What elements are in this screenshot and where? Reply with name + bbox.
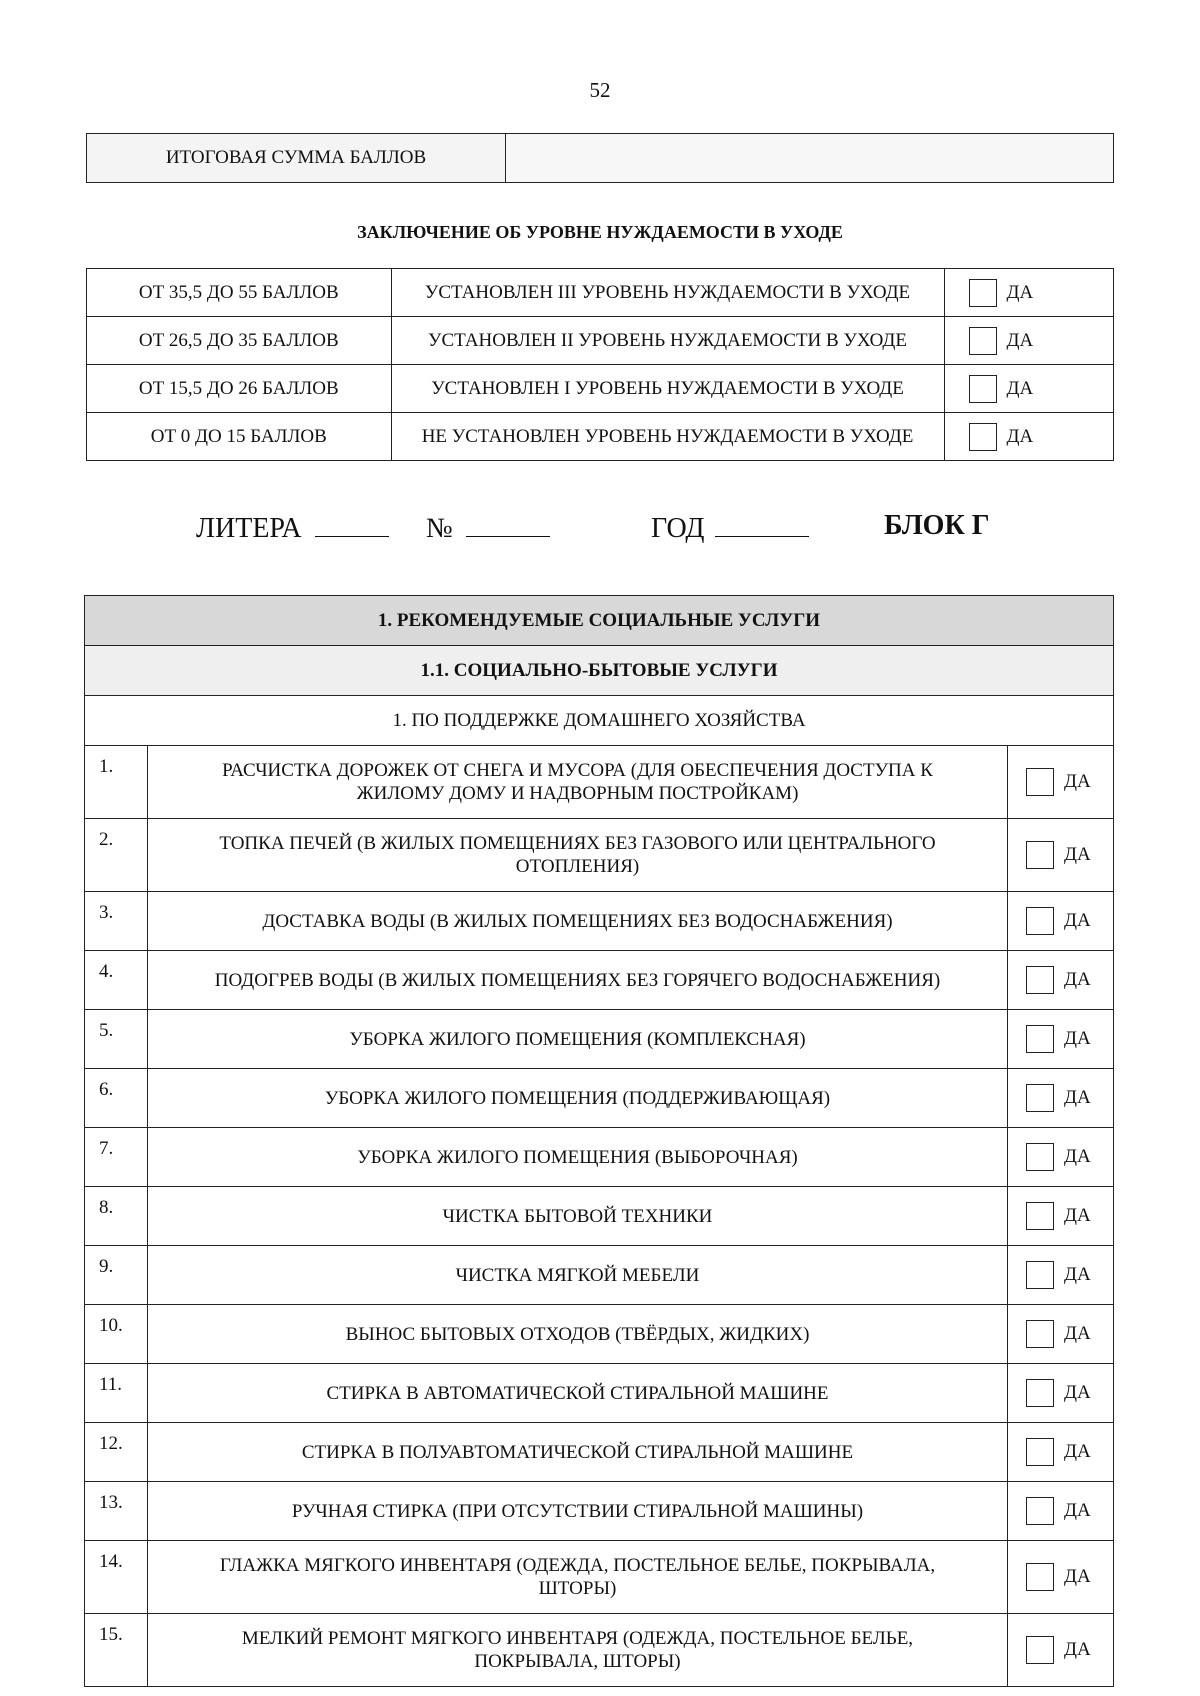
- yes-checkbox[interactable]: [1026, 841, 1054, 869]
- yes-label: ДА: [1064, 1264, 1091, 1285]
- service-row: [85, 1364, 1114, 1423]
- service-row: [85, 951, 1114, 1010]
- yes-label: ДА: [1006, 329, 1034, 351]
- service-number: 5.: [85, 1010, 148, 1069]
- service-number: 11.: [85, 1364, 148, 1423]
- yes-label: ДА: [1006, 425, 1034, 447]
- score-range: ОТ 35,5 ДО 55 БАЛЛОВ: [87, 269, 392, 317]
- service-number: 7.: [85, 1128, 148, 1187]
- yes-label: ДА: [1064, 969, 1091, 990]
- care-level-row: [87, 317, 1114, 365]
- service-row: [85, 1010, 1114, 1069]
- yes-checkbox[interactable]: [1026, 1563, 1054, 1591]
- service-number: 15.: [85, 1614, 148, 1687]
- litera-label: ЛИТЕРА: [196, 513, 302, 544]
- service-number: 13.: [85, 1482, 148, 1541]
- number-input[interactable]: [466, 510, 550, 537]
- yes-label: ДА: [1064, 1566, 1091, 1587]
- yes-checkbox[interactable]: [1026, 1084, 1054, 1112]
- number-label: №: [426, 513, 453, 544]
- services-table: [84, 595, 1114, 1687]
- service-name: МЕЛКИЙ РЕМОНТ МЯГКОГО ИНВЕНТАРЯ (ОДЕЖДА, ПОСТЕЛЬНОЕ БЕЛЬЕ, ПОКРЫВАЛА, ШТОРЫ): [148, 1614, 1008, 1687]
- service-name: ДОСТАВКА ВОДЫ (В ЖИЛЫХ ПОМЕЩЕНИЯХ БЕЗ ВОДОСНАБЖЕНИЯ): [148, 892, 1008, 951]
- service-row: [85, 1541, 1114, 1614]
- yes-checkbox[interactable]: [1026, 966, 1054, 994]
- year-field: [651, 510, 809, 545]
- section-title: 1. РЕКОМЕНДУЕМЫЕ СОЦИАЛЬНЫЕ УСЛУГИ: [85, 596, 1114, 646]
- service-number: 2.: [85, 819, 148, 892]
- yes-checkbox[interactable]: [969, 375, 997, 403]
- service-row: [85, 1128, 1114, 1187]
- category-title: 1. ПО ПОДДЕРЖКЕ ДОМАШНЕГО ХОЗЯЙСТВА: [85, 696, 1114, 746]
- service-row: [85, 1069, 1114, 1128]
- subsection-title: 1.1. СОЦИАЛЬНО-БЫТОВЫЕ УСЛУГИ: [85, 646, 1114, 696]
- number-field: [426, 510, 550, 545]
- yes-label: ДА: [1064, 1382, 1091, 1403]
- service-row: [85, 746, 1114, 819]
- service-name: РУЧНАЯ СТИРКА (ПРИ ОТСУТСТВИИ СТИРАЛЬНОЙ МАШИНЫ): [148, 1482, 1008, 1541]
- year-input[interactable]: [715, 510, 809, 537]
- yes-checkbox[interactable]: [969, 423, 997, 451]
- service-number: 14.: [85, 1541, 148, 1614]
- year-label: ГОД: [651, 513, 705, 544]
- service-number: 4.: [85, 951, 148, 1010]
- total-score-label: ИТОГОВАЯ СУММА БАЛЛОВ: [87, 134, 506, 182]
- yes-checkbox[interactable]: [1026, 1143, 1054, 1171]
- care-level-row: [87, 269, 1114, 317]
- yes-label: ДА: [1064, 771, 1091, 792]
- care-level-result: УСТАНОВЛЕН III УРОВЕНЬ НУЖДАЕМОСТИ В УХОДЕ: [391, 269, 944, 317]
- yes-label: ДА: [1064, 1441, 1091, 1462]
- service-name: ЧИСТКА МЯГКОЙ МЕБЕЛИ: [148, 1246, 1008, 1305]
- yes-checkbox[interactable]: [969, 279, 997, 307]
- care-level-result: УСТАНОВЛЕН I УРОВЕНЬ НУЖДАЕМОСТИ В УХОДЕ: [391, 365, 944, 413]
- yes-checkbox[interactable]: [1026, 1025, 1054, 1053]
- service-row: [85, 1187, 1114, 1246]
- yes-checkbox[interactable]: [1026, 1202, 1054, 1230]
- yes-label: ДА: [1006, 281, 1034, 303]
- service-name: ПОДОГРЕВ ВОДЫ (В ЖИЛЫХ ПОМЕЩЕНИЯХ БЕЗ ГОРЯЧЕГО ВОДОСНАБЖЕНИЯ): [148, 951, 1008, 1010]
- yes-label: ДА: [1064, 1146, 1091, 1167]
- service-number: 3.: [85, 892, 148, 951]
- service-row: [85, 892, 1114, 951]
- yes-checkbox[interactable]: [1026, 1320, 1054, 1348]
- service-name: ТОПКА ПЕЧЕЙ (В ЖИЛЫХ ПОМЕЩЕНИЯХ БЕЗ ГАЗОВОГО ИЛИ ЦЕНТРАЛЬНОГО ОТОПЛЕНИЯ): [148, 819, 1008, 892]
- yes-checkbox[interactable]: [1026, 907, 1054, 935]
- block-label: БЛОК Г: [884, 510, 990, 541]
- service-number: 6.: [85, 1069, 148, 1128]
- service-row: [85, 1246, 1114, 1305]
- service-name: СТИРКА В ПОЛУАВТОМАТИЧЕСКОЙ СТИРАЛЬНОЙ МАШИНЕ: [148, 1423, 1008, 1482]
- service-name: ГЛАЖКА МЯГКОГО ИНВЕНТАРЯ (ОДЕЖДА, ПОСТЕЛЬНОЕ БЕЛЬЕ, ПОКРЫВАЛА, ШТОРЫ): [148, 1541, 1008, 1614]
- service-row: [85, 819, 1114, 892]
- yes-checkbox[interactable]: [1026, 1636, 1054, 1664]
- yes-label: ДА: [1064, 910, 1091, 931]
- service-row: [85, 1482, 1114, 1541]
- yes-label: ДА: [1064, 1028, 1091, 1049]
- litera-field: [196, 510, 389, 545]
- service-number: 10.: [85, 1305, 148, 1364]
- service-name: ВЫНОС БЫТОВЫХ ОТХОДОВ (ТВЁРДЫХ, ЖИДКИХ): [148, 1305, 1008, 1364]
- yes-checkbox[interactable]: [1026, 768, 1054, 796]
- service-number: 12.: [85, 1423, 148, 1482]
- yes-checkbox[interactable]: [1026, 1379, 1054, 1407]
- yes-label: ДА: [1064, 1205, 1091, 1226]
- page-number: 52: [589, 78, 611, 102]
- yes-label: ДА: [1064, 1500, 1091, 1521]
- service-number: 1.: [85, 746, 148, 819]
- yes-checkbox[interactable]: [1026, 1261, 1054, 1289]
- care-level-title: ЗАКЛЮЧЕНИЕ ОБ УРОВНЕ НУЖДАЕМОСТИ В УХОДЕ: [357, 222, 843, 242]
- block-header: [196, 510, 1016, 550]
- score-range: ОТ 0 ДО 15 БАЛЛОВ: [87, 413, 392, 461]
- yes-checkbox[interactable]: [1026, 1497, 1054, 1525]
- service-name: СТИРКА В АВТОМАТИЧЕСКОЙ СТИРАЛЬНОЙ МАШИНЕ: [148, 1364, 1008, 1423]
- care-level-row: [87, 365, 1114, 413]
- service-row: [85, 1423, 1114, 1482]
- service-name: ЧИСТКА БЫТОВОЙ ТЕХНИКИ: [148, 1187, 1008, 1246]
- care-level-table: [86, 268, 1114, 461]
- service-name: УБОРКА ЖИЛОГО ПОМЕЩЕНИЯ (ВЫБОРОЧНАЯ): [148, 1128, 1008, 1187]
- total-score-value[interactable]: [506, 134, 1113, 182]
- service-row: [85, 1305, 1114, 1364]
- score-range: ОТ 26,5 ДО 35 БАЛЛОВ: [87, 317, 392, 365]
- yes-checkbox[interactable]: [1026, 1438, 1054, 1466]
- service-number: 9.: [85, 1246, 148, 1305]
- yes-label: ДА: [1064, 1087, 1091, 1108]
- care-level-result: УСТАНОВЛЕН II УРОВЕНЬ НУЖДАЕМОСТИ В УХОДЕ: [391, 317, 944, 365]
- service-number: 8.: [85, 1187, 148, 1246]
- service-row: [85, 1614, 1114, 1687]
- care-level-result: НЕ УСТАНОВЛЕН УРОВЕНЬ НУЖДАЕМОСТИ В УХОДЕ: [391, 413, 944, 461]
- yes-label: ДА: [1006, 377, 1034, 399]
- score-range: ОТ 15,5 ДО 26 БАЛЛОВ: [87, 365, 392, 413]
- service-name: УБОРКА ЖИЛОГО ПОМЕЩЕНИЯ (КОМПЛЕКСНАЯ): [148, 1010, 1008, 1069]
- service-name: РАСЧИСТКА ДОРОЖЕК ОТ СНЕГА И МУСОРА (ДЛЯ ОБЕСПЕЧЕНИЯ ДОСТУПА К ЖИЛОМУ ДОМУ И НАДВОРНЫМ ПОСТРОЙКАМ): [148, 746, 1008, 819]
- yes-label: ДА: [1064, 1639, 1091, 1660]
- yes-label: ДА: [1064, 844, 1091, 865]
- yes-label: ДА: [1064, 1323, 1091, 1344]
- yes-checkbox[interactable]: [969, 327, 997, 355]
- care-level-row: [87, 413, 1114, 461]
- service-name: УБОРКА ЖИЛОГО ПОМЕЩЕНИЯ (ПОДДЕРЖИВАЮЩАЯ): [148, 1069, 1008, 1128]
- total-score-table: [86, 133, 1114, 183]
- litera-input[interactable]: [315, 510, 389, 537]
